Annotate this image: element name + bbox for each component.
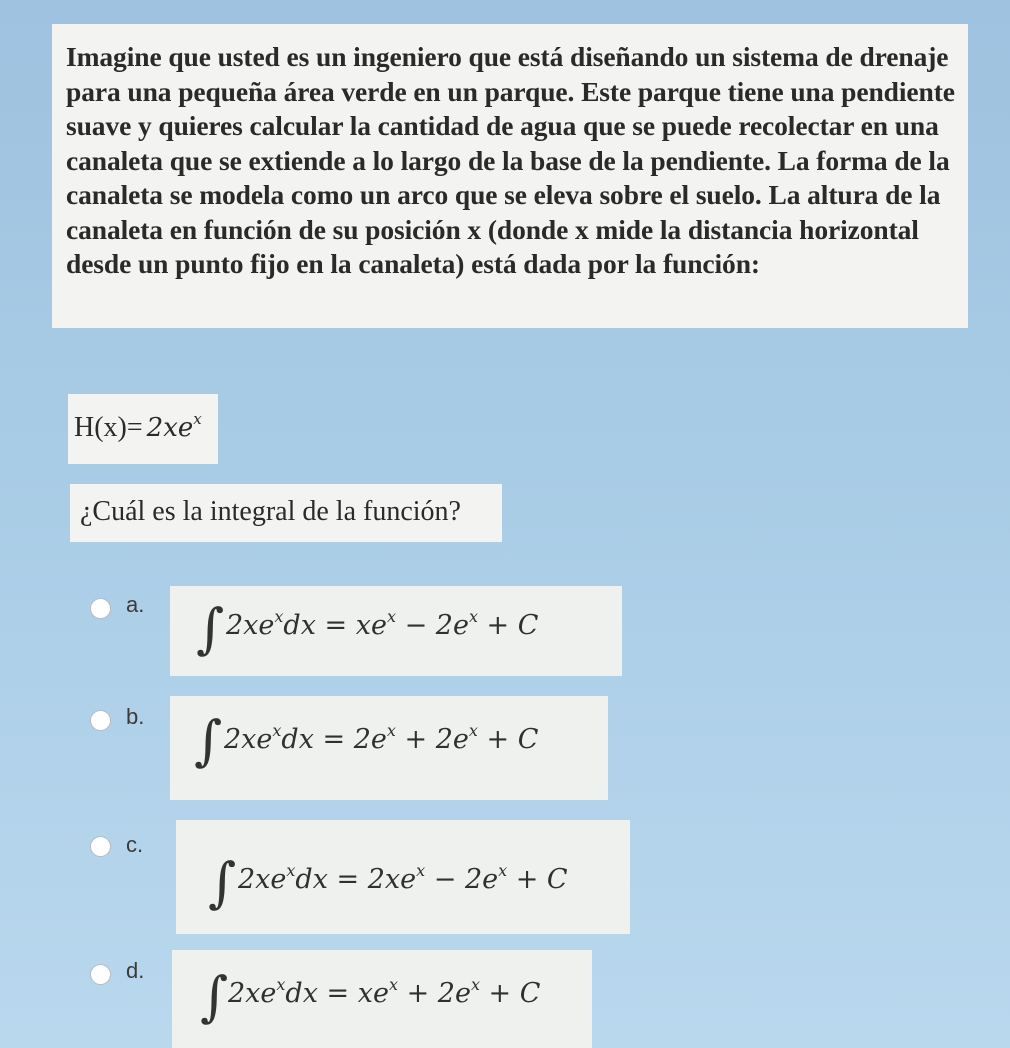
option-c-formula[interactable] (176, 820, 630, 934)
function-card (68, 394, 218, 464)
integral-sign: ∫ (208, 851, 237, 914)
prompt-text: ¿Cuál es la integral de la función? (80, 496, 461, 527)
option-a-letter: a. (126, 592, 145, 617)
radio-option-a[interactable] (90, 598, 111, 619)
function-label: H(x)= (74, 412, 143, 443)
option-d-formula[interactable] (172, 950, 592, 1048)
option-c-letter: c. (126, 832, 144, 857)
radio-option-d[interactable] (90, 964, 111, 985)
question-card (52, 24, 968, 328)
option-b-expression: $2xe^xdx = 2e^x + 2e^x + C$ (224, 721, 539, 755)
integral-sign: ∫ (194, 709, 223, 772)
radio-option-b[interactable] (90, 710, 111, 731)
option-b-formula[interactable] (170, 696, 608, 800)
option-a-expression: $2xe^xdx = xe^x - 2e^x + C$ (226, 607, 539, 641)
function-expression (146, 410, 202, 443)
function-coefficient: 2xe (146, 413, 194, 443)
integral-sign: ∫ (196, 597, 225, 660)
prompt-card (70, 484, 502, 542)
option-d-letter: d. (126, 958, 145, 983)
option-c-expression: $2xe^xdx = 2xe^x - 2e^x + C$ (238, 861, 568, 895)
option-d-expression: $2xe^xdx = xe^x + 2e^x + C$ (228, 975, 541, 1009)
question-text: Imagine que usted es un ingeniero que está diseñando un sistema de drenaje para una pequeña área verde en un parque. Este parque tiene una pendiente suave y quieres calcular la cantidad de agua que se puede recolectar en una canaleta que se extiende a lo largo de la base de la pendiente. La forma de la canaleta se modela como un arco que se eleva sobre el suelo. La altura de la canaleta en función de su posición x (donde x mide la distancia horizontal desde un punto fijo en la canaleta) está dada por la función: (66, 41, 955, 279)
option-b-letter: b. (126, 704, 145, 729)
radio-option-c[interactable] (90, 836, 111, 857)
function-exponent: x (193, 410, 202, 428)
integral-sign: ∫ (200, 965, 229, 1028)
option-a-formula[interactable] (170, 586, 622, 676)
